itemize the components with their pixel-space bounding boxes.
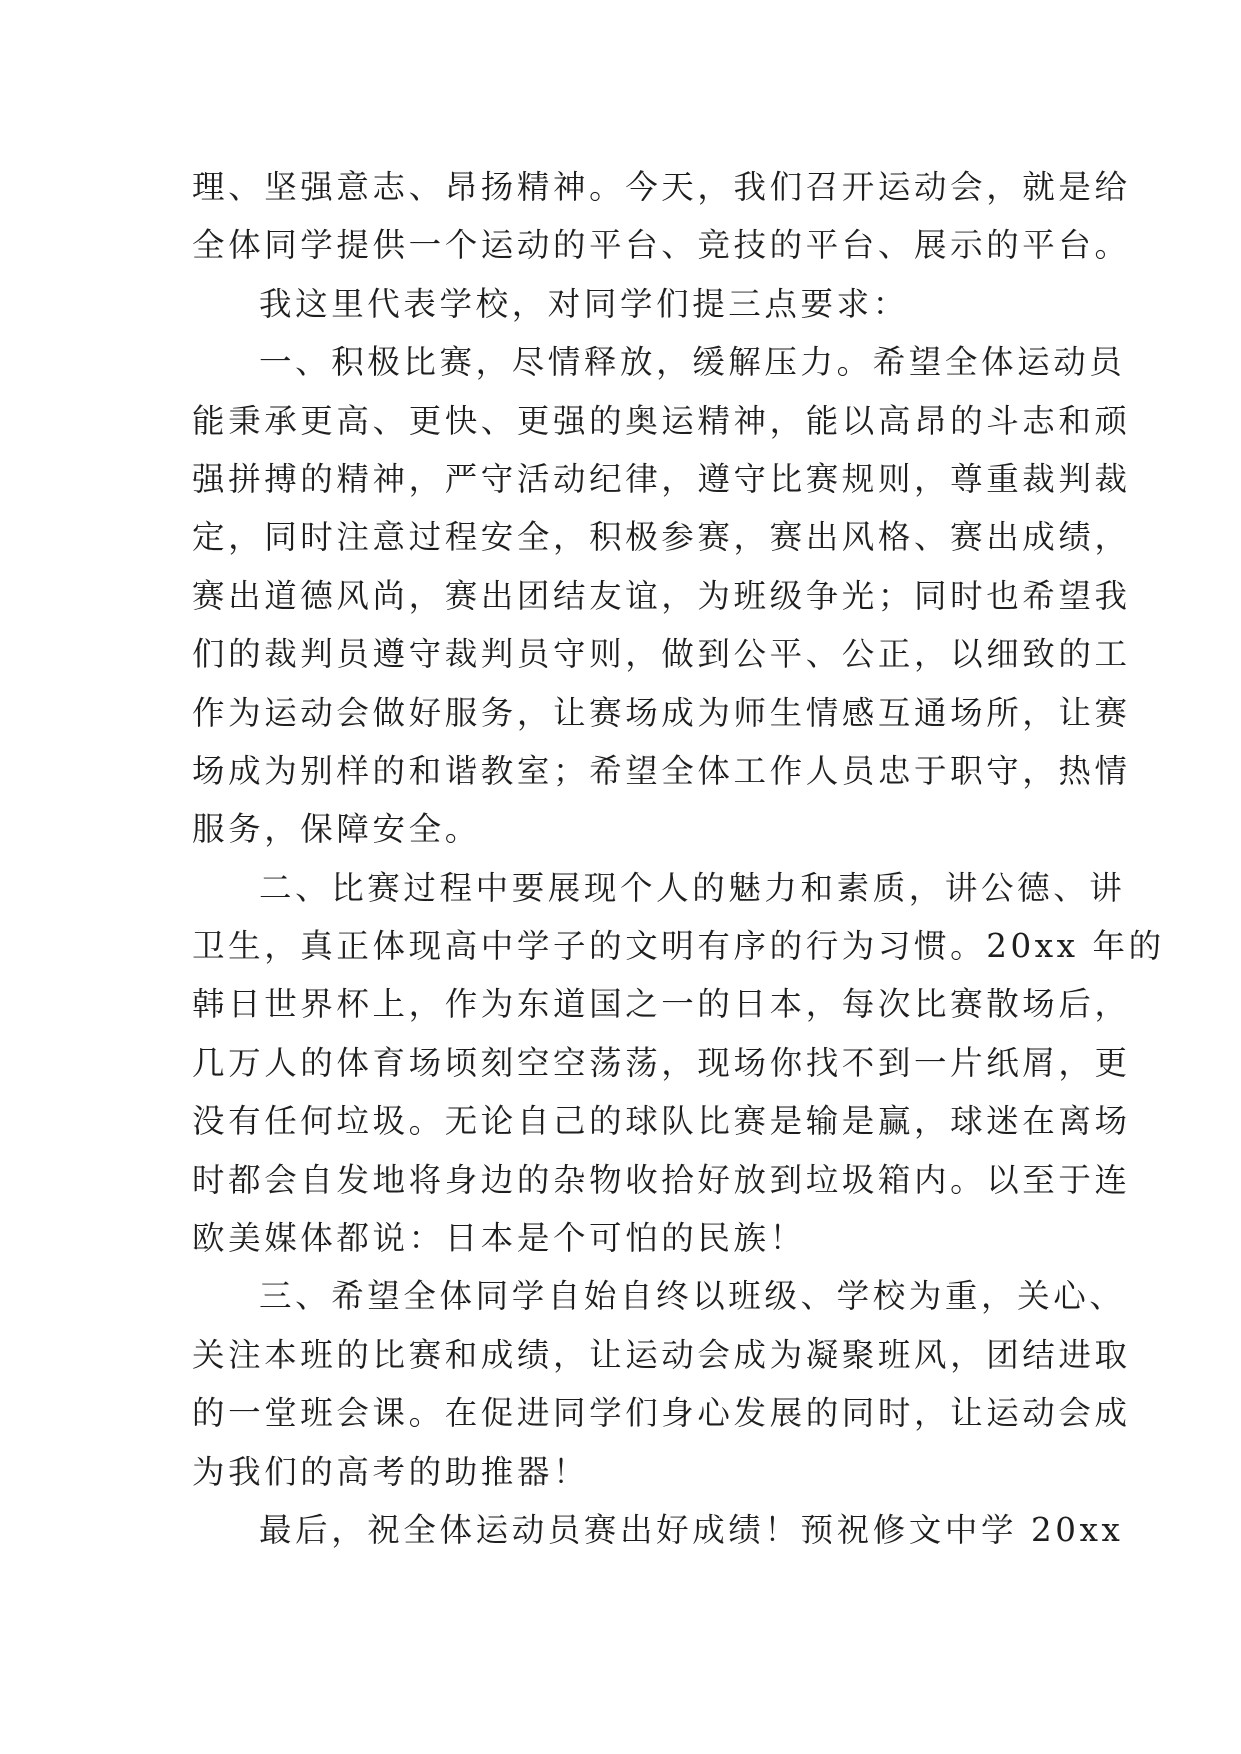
text-line: 三、希望全体同学自始自终以班级、学校为重，关心、 — [259, 1277, 1126, 1316]
text-line: 为我们的高考的助推器！ — [192, 1452, 590, 1491]
text-line: 理、坚强意志、昂扬精神。今天，我们召开运动会，就是给 — [192, 168, 1131, 206]
text-line: 强拼搏的精神，严守活动纪律，遵守比赛规则，尊重裁判裁 — [192, 459, 1131, 498]
text-line: 赛出道德风尚，赛出团结友谊，为班级争光；同时也希望我 — [192, 576, 1131, 615]
text-line: 几万人的体育场顷刻空空荡荡，现场你找不到一片纸屑，更 — [192, 1043, 1131, 1082]
text-line: 全体同学提供一个运动的平台、竞技的平台、展示的平台。 — [192, 226, 1131, 265]
text-line: 卫生，真正体现高中学子的文明有序的行为习惯。20xx 年的 — [192, 927, 1165, 966]
text-line: 最后，祝全体运动员赛出好成绩！预祝修文中学 20xx — [259, 1510, 1124, 1549]
text-line: 服务，保障安全。 — [192, 810, 481, 849]
text-line: 二、比赛过程中要展现个人的魅力和素质，讲公德、讲 — [259, 868, 1126, 907]
text-line: 韩日世界杯上，作为东道国之一的日本，每次比赛散场后， — [192, 985, 1131, 1024]
text-line: 场成为别样的和谐教室；希望全体工作人员忠于职守，热情 — [192, 751, 1131, 790]
text-line: 能秉承更高、更快、更强的奥运精神，能以高昂的斗志和顽 — [192, 401, 1131, 440]
text-line: 没有任何垃圾。无论自己的球队比赛是输是赢，球迷在离场 — [192, 1102, 1131, 1141]
text-line: 们的裁判员遵守裁判员守则，做到公平、公正，以细致的工 — [192, 635, 1131, 674]
text-line: 关注本班的比赛和成绩，让运动会成为凝聚班风，团结进取 — [192, 1335, 1131, 1374]
text-line: 我这里代表学校，对同学们提三点要求： — [259, 284, 909, 323]
text-line: 的一堂班会课。在促进同学们身心发展的同时，让运动会成 — [192, 1394, 1131, 1433]
document-body — [192, 158, 1165, 1559]
text-line: 定，同时注意过程安全，积极参赛，赛出风格、赛出成绩， — [192, 518, 1131, 557]
text-line: 作为运动会做好服务，让赛场成为师生情感互通场所，让赛 — [192, 693, 1131, 732]
text-line: 时都会自发地将身边的杂物收拾好放到垃圾箱内。以至于连 — [192, 1160, 1131, 1199]
text-line: 一、积极比赛，尽情释放，缓解压力。希望全体运动员 — [259, 343, 1126, 382]
text-line: 欧美媒体都说：日本是个可怕的民族！ — [192, 1219, 806, 1258]
